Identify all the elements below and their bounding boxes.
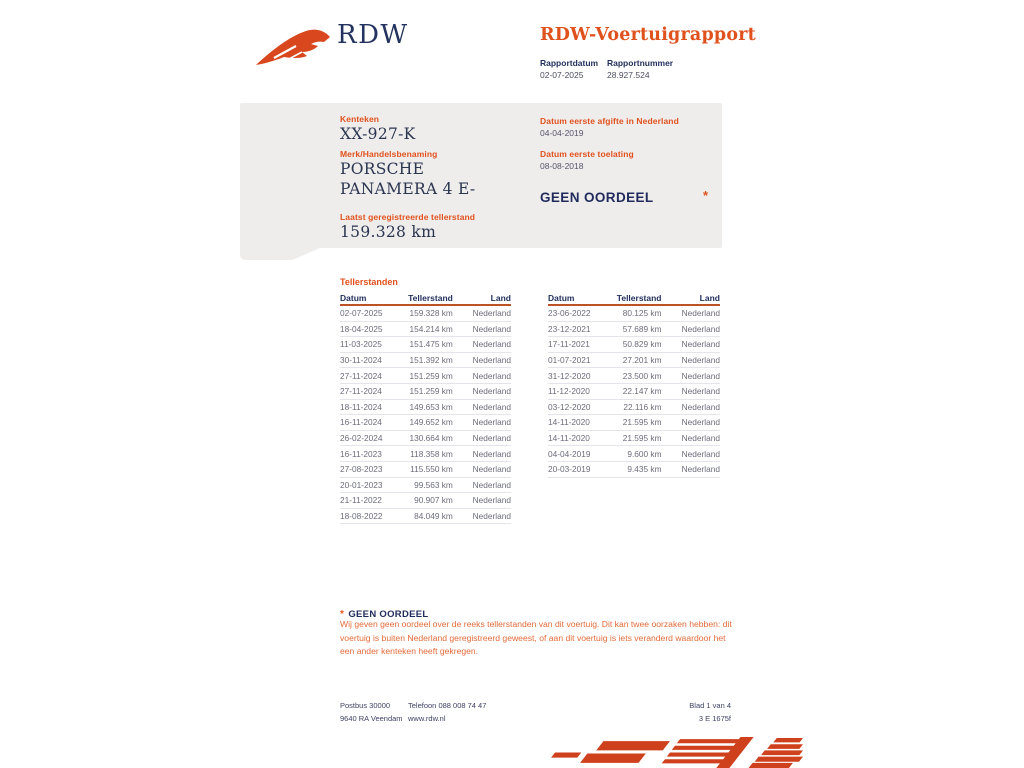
table-cell: 22.116 km <box>623 401 662 412</box>
table-cell: Nederland <box>681 355 720 366</box>
table-cell: 84.049 km <box>414 511 453 522</box>
footnote-title: GEEN OORDEEL <box>348 609 429 620</box>
table-cell: Nederland <box>472 308 511 319</box>
table-cell: 03-12-2020 <box>548 401 591 412</box>
table-cell: Nederland <box>472 495 511 506</box>
table-cell: 30-11-2024 <box>340 355 382 366</box>
table-cell: Nederland <box>681 386 720 397</box>
table-row <box>340 384 511 400</box>
table-row <box>340 446 511 462</box>
kenteken-label: Kenteken <box>340 114 380 124</box>
table-cell: 115.550 km <box>410 464 453 475</box>
eerste-toelating-value: 08-08-2018 <box>540 161 584 171</box>
table-cell: Nederland <box>472 323 511 334</box>
merk-line1: PORSCHE <box>340 160 425 178</box>
report-number-label: Rapportnummer <box>607 58 674 68</box>
table-cell: 20-01-2023 <box>340 479 383 490</box>
panel-tail-shape <box>240 247 322 260</box>
oordeel-status: GEEN OORDEEL <box>540 190 654 205</box>
table-cell: 31-12-2020 <box>548 370 591 381</box>
table-row <box>548 353 720 369</box>
eerste-afgifte-label: Datum eerste afgifte in Nederland <box>540 116 679 126</box>
table-cell: 149.653 km <box>409 401 453 412</box>
column-header-land: Land <box>699 293 720 303</box>
table-cell: Nederland <box>681 308 720 319</box>
table-row <box>340 337 511 353</box>
table-cell: 26-02-2024 <box>340 433 383 444</box>
table-body <box>548 306 720 478</box>
table-row <box>340 431 511 447</box>
report-number-value: 28.927.524 <box>607 70 650 80</box>
table-cell: 22.147 km <box>622 386 662 397</box>
merk-label: Merk/Handelsbenaming <box>340 149 438 159</box>
table-cell: 14-11-2020 <box>548 417 590 428</box>
report-date-value: 02-07-2025 <box>540 70 584 80</box>
table-cell: 151.259 km <box>409 386 453 397</box>
table-header <box>548 290 720 306</box>
table-row <box>340 400 511 416</box>
table-cell: 130.664 km <box>409 433 453 444</box>
table-row <box>340 415 511 431</box>
table-cell: Nederland <box>472 355 511 366</box>
table-cell: Nederland <box>472 511 511 522</box>
table-row <box>340 322 511 338</box>
table-cell: 80.125 km <box>622 308 662 319</box>
table-cell: 23.500 km <box>622 370 662 381</box>
column-header-tellerstand: Tellerstand <box>616 293 662 303</box>
table-cell: 27-08-2023 <box>340 464 383 475</box>
column-header-land: Land <box>490 293 511 303</box>
table-row <box>548 462 720 478</box>
table-cell: Nederland <box>681 339 720 350</box>
table-cell: Nederland <box>681 370 720 381</box>
column-header-datum: Datum <box>340 293 367 303</box>
table-cell: 21-11-2022 <box>340 495 382 506</box>
table-row <box>548 322 720 338</box>
table-cell: 50.829 km <box>622 339 662 350</box>
table-row <box>340 306 511 322</box>
table-row <box>548 337 720 353</box>
table-cell: 151.259 km <box>409 370 453 381</box>
footnote-asterisk: * <box>703 188 709 203</box>
table-cell: Nederland <box>472 370 511 381</box>
table-cell: 18-04-2025 <box>340 323 383 334</box>
eerste-afgifte-value: 04-04-2019 <box>540 128 584 138</box>
table-cell: 17-11-2021 <box>548 339 590 350</box>
table-cell: 149.652 km <box>409 417 453 428</box>
table-cell: 9.435 km <box>627 464 662 475</box>
table-cell: Nederland <box>472 417 511 428</box>
table-cell: 27.201 km <box>622 355 662 366</box>
table-body <box>340 306 511 524</box>
table-row <box>548 415 720 431</box>
table-cell: 01-07-2021 <box>548 355 591 366</box>
table-cell: 04-04-2019 <box>548 448 591 459</box>
report-title: RDW-Voertuigrapport <box>540 25 756 45</box>
table-cell: 11-03-2025 <box>340 339 382 350</box>
tellerstanden-table-right <box>548 290 720 478</box>
table-cell: Nederland <box>472 401 511 412</box>
merk-line2: PANAMERA 4 E- <box>340 180 476 198</box>
table-cell: 90.907 km <box>414 495 453 506</box>
footnote-marker: * <box>340 609 344 620</box>
report-date-label: Rapportdatum <box>540 58 599 68</box>
column-header-tellerstand: Tellerstand <box>408 293 453 303</box>
column-header-datum: Datum <box>548 293 575 303</box>
table-cell: 159.328 km <box>409 308 453 319</box>
footer-address-line1: Postbus 30000 <box>340 701 391 710</box>
table-row <box>548 400 720 416</box>
speed-stripes-icon <box>543 737 803 768</box>
table-cell: Nederland <box>681 323 720 334</box>
table-cell: 20-03-2019 <box>548 464 591 475</box>
table-cell: Nederland <box>472 464 511 475</box>
table-cell: 16-11-2024 <box>340 417 382 428</box>
table-cell: Nederland <box>681 464 720 475</box>
footnote-body: Wij geven geen oordeel over de reeks tellerstanden van dit voertuig. Dit kan twee oorzaken hebben: dit voertuig is buiten Nederland geregistreerd geweest, of aan dit voertuig is iets veranderd waardoor het een ander kenteken heeft gekregen. <box>340 619 732 657</box>
table-cell: 21.595 km <box>622 433 662 444</box>
table-row <box>340 493 511 509</box>
tellerstand-value: 159.328 km <box>340 223 437 241</box>
footer-website: www.rdw.nl <box>408 714 446 723</box>
footer-page-indicator: Blad 1 van 4 <box>689 701 731 710</box>
table-row <box>340 462 511 478</box>
table-cell: 151.475 km <box>409 339 453 350</box>
table-cell: Nederland <box>472 479 511 490</box>
table-row <box>340 509 511 525</box>
rdw-logo-text: RDW <box>337 20 409 50</box>
table-cell: 14-11-2020 <box>548 433 590 444</box>
rdw-wing-icon <box>254 21 334 68</box>
tellerstand-label: Laatst geregistreerde tellerstand <box>340 212 476 222</box>
footer-phone: Telefoon 088 008 74 47 <box>408 701 487 710</box>
tellerstanden-title: Tellerstanden <box>340 277 398 287</box>
table-cell: 27-11-2024 <box>340 370 382 381</box>
table-cell: Nederland <box>472 433 511 444</box>
table-row <box>548 368 720 384</box>
table-header <box>340 290 511 306</box>
table-cell: 9.600 km <box>627 448 662 459</box>
vehicle-summary-panel <box>240 103 722 248</box>
table-cell: 23-12-2021 <box>548 323 591 334</box>
table-cell: Nederland <box>472 386 511 397</box>
table-cell: 02-07-2025 <box>340 308 383 319</box>
footer-address-line2: 9640 RA Veendam <box>340 714 403 723</box>
table-cell: 18-11-2024 <box>340 401 382 412</box>
table-cell: 151.392 km <box>409 355 453 366</box>
table-row <box>340 478 511 494</box>
table-cell: 23-06-2022 <box>548 308 591 319</box>
eerste-toelating-label: Datum eerste toelating <box>540 149 634 159</box>
table-cell: 154.214 km <box>409 323 453 334</box>
footer-form-code: 3 E 1675f <box>698 714 731 723</box>
table-cell: 18-08-2022 <box>340 511 383 522</box>
tellerstanden-table-left <box>340 290 511 524</box>
table-cell: 16-11-2023 <box>340 448 382 459</box>
table-cell: Nederland <box>681 417 720 428</box>
table-cell: 27-11-2024 <box>340 386 382 397</box>
table-cell: Nederland <box>681 401 720 412</box>
table-row <box>548 306 720 322</box>
table-cell: 57.689 km <box>622 323 662 334</box>
table-cell: 99.563 km <box>414 479 453 490</box>
table-cell: Nederland <box>472 448 511 459</box>
table-cell: Nederland <box>681 433 720 444</box>
kenteken-value: XX-927-K <box>340 125 416 143</box>
table-row <box>340 353 511 369</box>
table-row <box>548 446 720 462</box>
table-row <box>340 368 511 384</box>
table-cell: 21.595 km <box>622 417 662 428</box>
table-row <box>548 384 720 400</box>
table-cell: Nederland <box>472 339 511 350</box>
table-cell: 118.358 km <box>410 448 453 459</box>
table-cell: 11-12-2020 <box>548 386 590 397</box>
table-row <box>548 431 720 447</box>
table-cell: Nederland <box>681 448 720 459</box>
